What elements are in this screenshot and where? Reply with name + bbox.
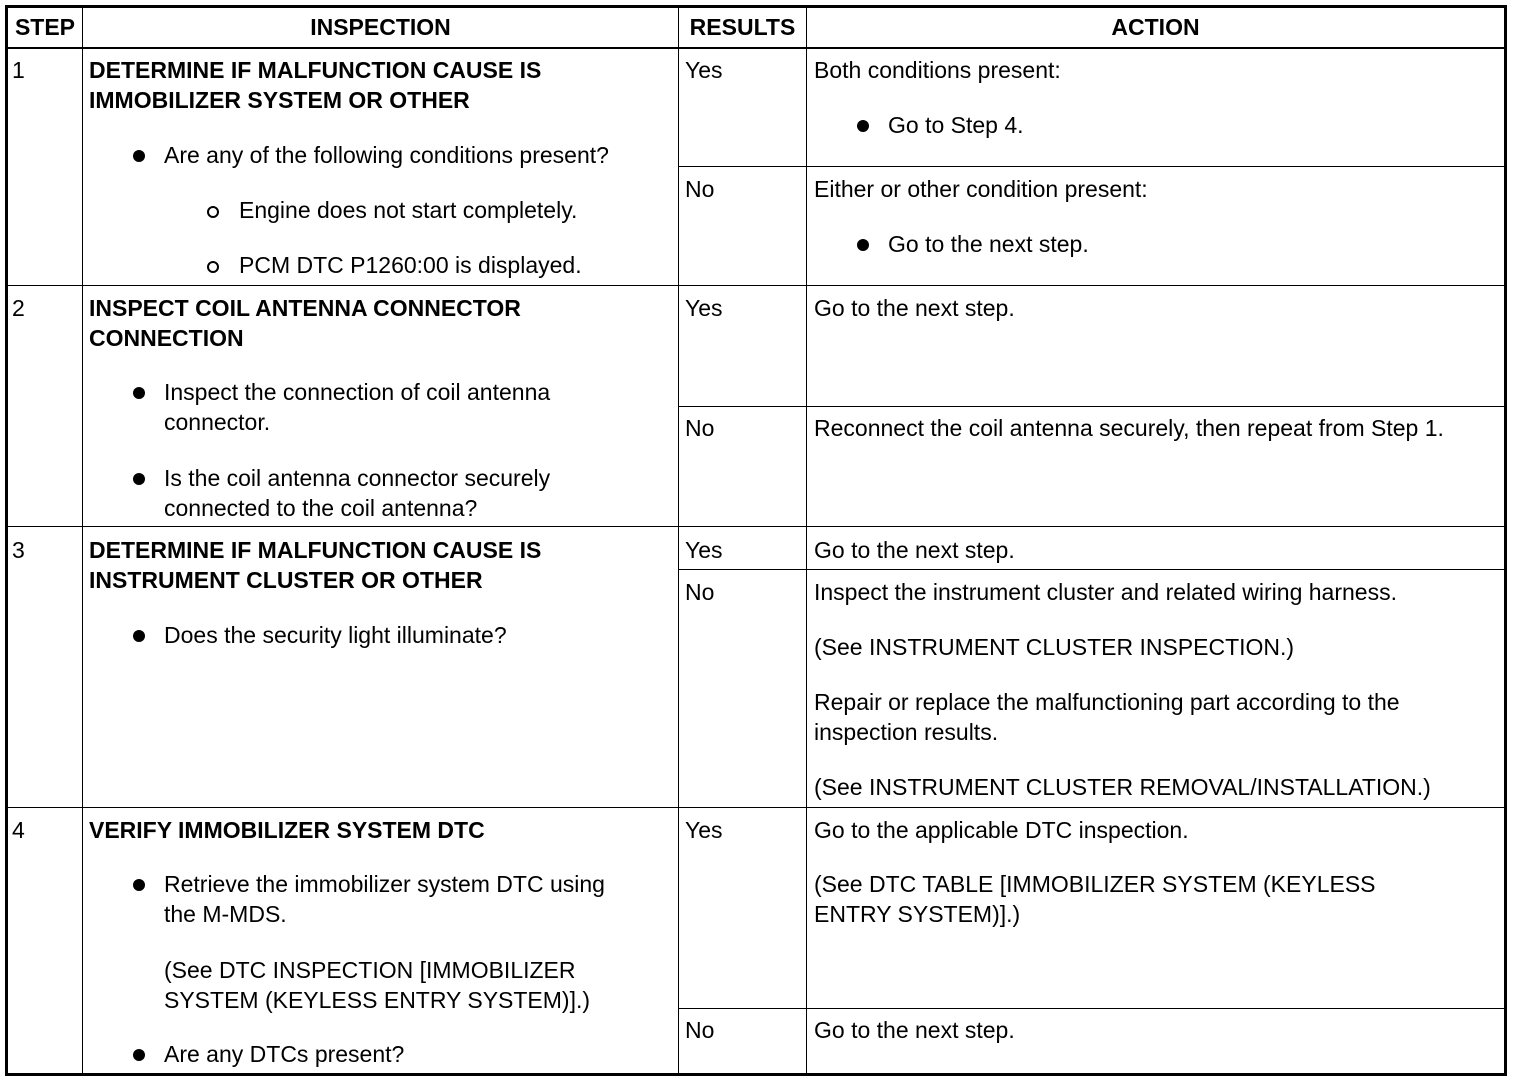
header-inspection: INSPECTION xyxy=(310,14,451,40)
bullet-icon xyxy=(857,239,869,251)
result-yes: Yes xyxy=(685,537,723,563)
step-number: 1 xyxy=(12,57,25,83)
result-divider xyxy=(678,166,1504,167)
inspection-bullet: Retrieve the immobilizer system DTC using xyxy=(164,871,605,897)
result-yes: Yes xyxy=(685,295,723,321)
inspection-bullet: connector. xyxy=(164,409,271,435)
action-text: Go to the applicable DTC inspection. xyxy=(814,817,1189,843)
step-number: 4 xyxy=(12,817,25,843)
inspection-title: IMMOBILIZER SYSTEM OR OTHER xyxy=(89,87,470,113)
result-no: No xyxy=(685,415,715,441)
inspection-bullet: Are any DTCs present? xyxy=(164,1041,405,1067)
row-divider xyxy=(8,807,1504,808)
bullet-icon xyxy=(133,473,145,485)
action-bullet: Go to Step 4. xyxy=(888,112,1024,138)
inspection-title: VERIFY IMMOBILIZER SYSTEM DTC xyxy=(89,817,485,843)
inspection-title: INSPECT COIL ANTENNA CONNECTOR xyxy=(89,295,521,321)
step-number: 3 xyxy=(12,537,25,563)
row-divider xyxy=(8,526,1504,527)
action-bullet: Go to the next step. xyxy=(888,231,1089,257)
action-text: Reconnect the coil antenna securely, then repeat from Step 1. xyxy=(814,415,1444,441)
action-reference: (See INSTRUMENT CLUSTER INSPECTION.) xyxy=(814,634,1295,660)
result-divider xyxy=(678,1008,1504,1009)
bullet-icon xyxy=(133,630,145,642)
action-text: Inspect the instrument cluster and related wiring harness. xyxy=(814,579,1397,605)
result-no: No xyxy=(685,1017,715,1043)
action-text: Both conditions present: xyxy=(814,57,1061,83)
bullet-icon xyxy=(133,387,145,399)
action-reference: ENTRY SYSTEM)].) xyxy=(814,901,1021,927)
action-text: Go to the next step. xyxy=(814,1017,1015,1043)
column-divider xyxy=(678,8,679,1073)
result-yes: Yes xyxy=(685,57,723,83)
column-divider xyxy=(82,8,83,1073)
inspection-bullet: connected to the coil antenna? xyxy=(164,495,478,521)
inspection-sub-bullet: Engine does not start completely. xyxy=(239,197,578,223)
inspection-bullet: the M-MDS. xyxy=(164,901,287,927)
inspection-reference: (See DTC INSPECTION [IMMOBILIZER xyxy=(164,957,576,983)
inspection-title: CONNECTION xyxy=(89,325,244,351)
action-reference: (See DTC TABLE [IMMOBILIZER SYSTEM (KEYLESS xyxy=(814,871,1376,897)
inspection-sub-bullet: PCM DTC P1260:00 is displayed. xyxy=(239,252,582,278)
inspection-title: INSTRUMENT CLUSTER OR OTHER xyxy=(89,567,483,593)
action-text: inspection results. xyxy=(814,719,999,745)
header-action: ACTION xyxy=(1111,14,1200,40)
column-divider xyxy=(806,8,807,1073)
inspection-title: DETERMINE IF MALFUNCTION CAUSE IS xyxy=(89,537,542,563)
header-step: STEP xyxy=(14,14,76,40)
inspection-bullet: Are any of the following conditions present? xyxy=(164,142,609,168)
action-text: Go to the next step. xyxy=(814,295,1015,321)
inspection-bullet: Inspect the connection of coil antenna xyxy=(164,379,551,405)
inspection-bullet: Does the security light illuminate? xyxy=(164,622,507,648)
result-divider xyxy=(678,569,1504,570)
action-text: Go to the next step. xyxy=(814,537,1015,563)
bullet-icon xyxy=(133,879,145,891)
step-number: 2 xyxy=(12,295,25,321)
header-divider xyxy=(8,47,1504,49)
bullet-icon xyxy=(133,150,145,162)
action-reference: (See INSTRUMENT CLUSTER REMOVAL/INSTALLATION.) xyxy=(814,774,1431,800)
inspection-title: DETERMINE IF MALFUNCTION CAUSE IS xyxy=(89,57,542,83)
result-divider xyxy=(678,406,1504,407)
bullet-icon xyxy=(857,120,869,132)
bullet-icon xyxy=(133,1049,145,1061)
sub-bullet-icon xyxy=(207,261,219,273)
inspection-reference: SYSTEM (KEYLESS ENTRY SYSTEM)].) xyxy=(164,987,591,1013)
action-text: Repair or replace the malfunctioning part according to the xyxy=(814,689,1400,715)
result-no: No xyxy=(685,176,715,202)
result-no: No xyxy=(685,579,715,605)
sub-bullet-icon xyxy=(207,206,219,218)
row-divider xyxy=(8,285,1504,286)
result-yes: Yes xyxy=(685,817,723,843)
inspection-bullet: Is the coil antenna connector securely xyxy=(164,465,551,491)
action-text: Either or other condition present: xyxy=(814,176,1148,202)
header-results: RESULTS xyxy=(689,14,796,40)
troubleshooting-table xyxy=(5,5,1507,1076)
